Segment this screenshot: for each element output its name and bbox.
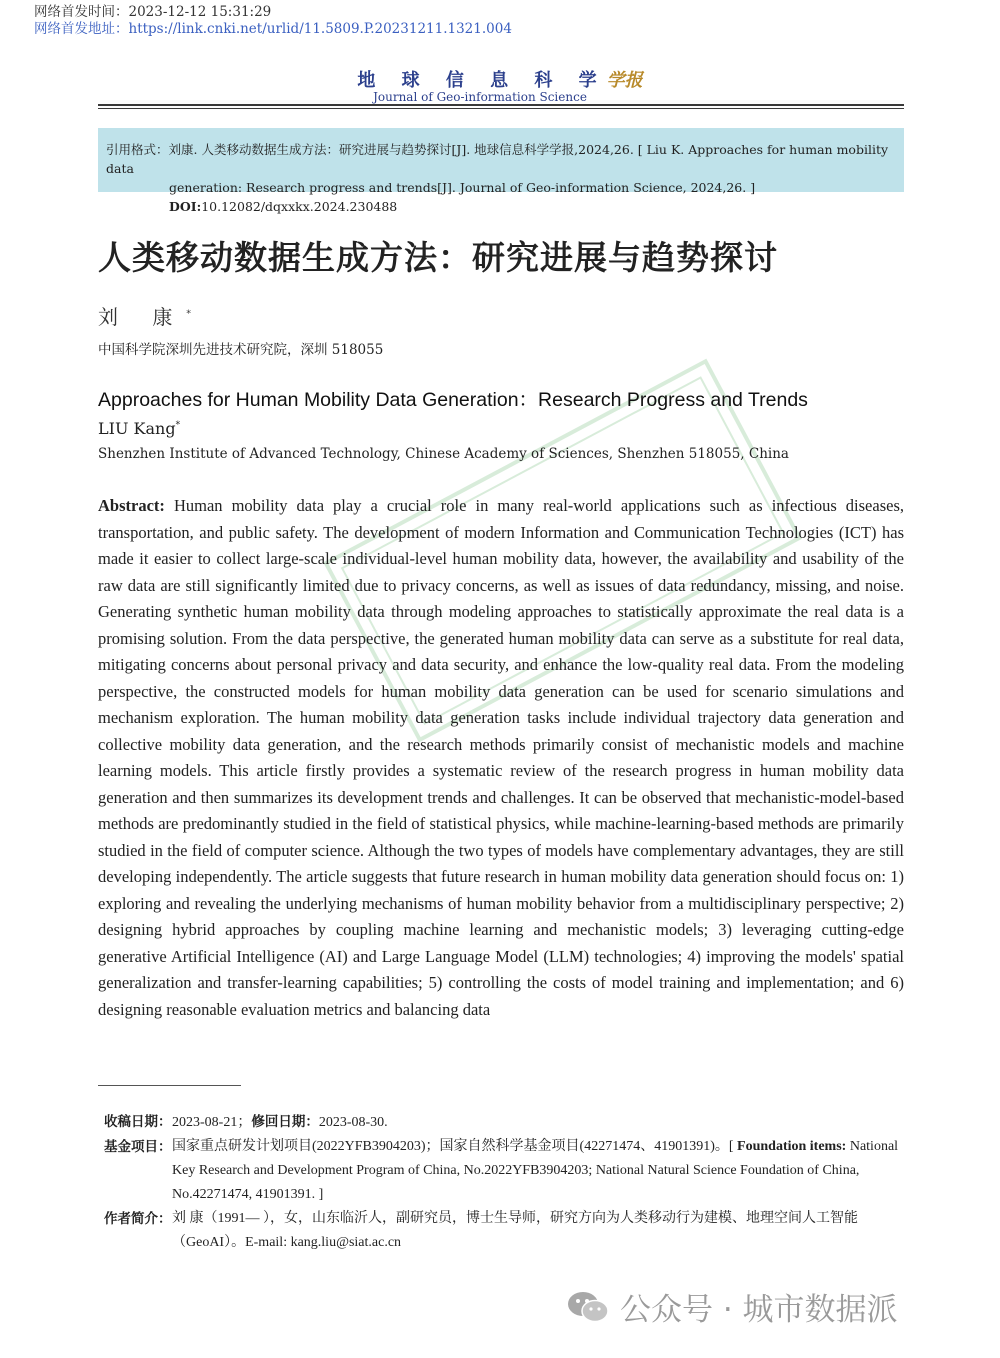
author-en: LIU Kang*	[98, 419, 181, 438]
abstract-label: Abstract:	[98, 496, 165, 515]
header-rule	[98, 104, 904, 106]
dates-note: 收稿日期： 2023-08-21；修回日期：2023-08-30.	[104, 1114, 388, 1130]
paper-title-en: Approaches for Human Mobility Data Generation：Research Progress and Trends	[98, 389, 808, 411]
watermark-text: 公众号 · 城市数据派	[620, 1292, 898, 1328]
doi[interactable]: 10.12082/dqxxkx.2024.230488	[201, 199, 398, 214]
wechat-watermark	[566, 1284, 898, 1329]
fund-note: 基金项目： 国家重点研发计划项目(2022YFB3904203)；国家自然科学基金项目(42271474、41901391)。[ Foundation items: National Key Research and Development Program of China, No.2022YFB3904203; National Natural Science Foundation of China, No.42271474, 41901391. ]	[104, 1139, 899, 1202]
paper-title-cn: 人类移动数据生成方法：研究进展与趋势探讨	[98, 238, 778, 277]
affiliation-en: Shenzhen Institute of Advanced Technology, Chinese Academy of Sciences, Shenzhen 518055, China	[98, 446, 789, 462]
footnotes	[104, 1110, 904, 1255]
journal-header	[0, 66, 1000, 104]
author-cn: 刘 康*	[98, 305, 191, 329]
footnote-rule	[98, 1085, 241, 1086]
abstract	[98, 493, 904, 1023]
abstract-text: Human mobility data play a crucial role in many real-world applications such as infectious diseases, transportation, and public safety. The development of modern Information and Communication Technologies (ICT) has made it easier to collect large-scale individual-level human mobility data, however, the availability and usability of the raw data are still significantly limited due to privacy concerns, as well as issues of data redundancy, missing, and noise. Generating synthetic human mobility data through modeling approaches to statistically approximate the real data is a promising solution. From the data perspective, the generated human mobility data can serve as a substitute for real data, mitigating concerns about personal privacy and data security, and enhance the low-quality real data. From the modeling perspective, the constructed models for human mobility data generation can be used for scenario simulations and mechanism exploration. The human mobility data generation tasks include individual trajectory data generation and collective mobility data generation, and the research methods primarily consist of mechanistic models and machine learning models. This article firstly provides a systematic review of the research progress in human mobility data generation and then summarizes its development trends and challenges. It can be observed that mechanistic-model-based methods are predominantly studied in the field of statistical physics, while machine-learning-based methods are primarily studied in the field of computer science. Although the two types of models have complementary advantages, they are still developing independently. The article suggests that future research in human mobility data generation should focus on: 1) exploring and revealing the underlying mechanisms of human mobility behavior from a multidisciplinary perspective; 2) designing hybrid approaches by coupling machine learning and mechanistic models; 3) leveraging cutting-edge generative Artificial Intelligence (AI) and Large Language Model (LLM) technologies; 4) improving the models' spatial generalization and transfer-learning capabilities; 5) controlling the costs of model training and implementation; and 6) designing reasonable evaluation metrics and balancing data	[98, 496, 904, 1019]
citation-line-1: 引用格式：刘康. 人类移动数据生成方法：研究进展与趋势探讨[J]. 地球信息科学学报,2024,26. [ Liu K. Approaches for human mobility data	[106, 142, 889, 176]
citation-box	[98, 128, 904, 214]
publish-url[interactable]: 网络首发地址：https://link.cnki.net/urlid/11.5809.P.20231211.1321.004	[34, 21, 512, 37]
journal-name-en: Journal of Geo-information Science	[373, 90, 587, 104]
affiliation-cn: 中国科学院深圳先进技术研究院，深圳 518055	[98, 342, 384, 358]
wechat-icon	[566, 1289, 610, 1325]
online-publication-meta	[34, 4, 512, 38]
publish-time: 网络首发时间：2023-12-12 15:31:29	[34, 4, 272, 20]
citation-line-2: generation: Research progress and trends[J]. Journal of Geo-information Science, 2024,26. ] DOI:10.12082/dqxxkx.2024.230488	[169, 180, 756, 214]
journal-logo-script: 学报	[606, 70, 643, 91]
header-rule-thin	[98, 108, 904, 109]
journal-name-cn: 地 球 信 息 科 学学报	[357, 70, 643, 91]
author-bio-note: 作者简介： 刘 康（1991— ），女，山东临沂人，副研究员，博士生导师，研究方向为人类移动行为建模、地理空间人工智能（GeoAI）。E-mail: kang.liu@siat.ac.cn	[104, 1211, 858, 1250]
